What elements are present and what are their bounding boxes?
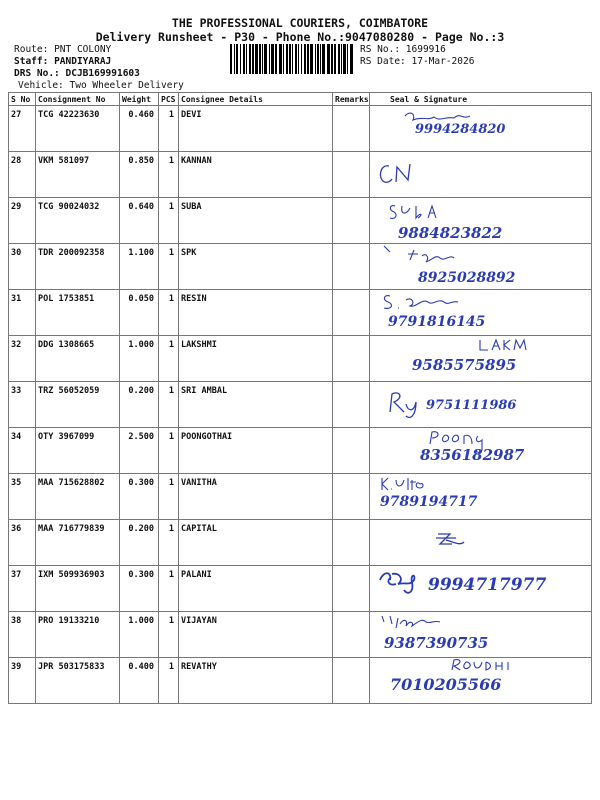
- barcode-bar: [234, 44, 235, 74]
- signature-cell: [370, 290, 592, 336]
- signature-phone: 9791816145: [388, 314, 486, 330]
- rs-no-label: RS No.:: [360, 44, 401, 55]
- barcode-bar: [269, 44, 270, 74]
- cell-sno: 38: [9, 612, 36, 658]
- cell-weight: 0.850: [120, 152, 159, 198]
- barcode-bar: [264, 44, 267, 74]
- signature-cell: [370, 106, 592, 152]
- cell-remarks: [333, 658, 370, 704]
- cell-sno: 29: [9, 198, 36, 244]
- route-value: PNT COLONY: [54, 44, 112, 55]
- col-header-signature: Seal & Signature: [370, 93, 592, 106]
- barcode-bar: [246, 44, 247, 74]
- cell-pcs: 1: [159, 198, 179, 244]
- barcode-bar: [304, 44, 306, 74]
- col-header-consignee: Consignee Details: [179, 93, 333, 106]
- cell-pcs: 1: [159, 474, 179, 520]
- cell-sno: 28: [9, 152, 36, 198]
- signature-cell: [370, 474, 592, 520]
- table-row: [9, 474, 592, 520]
- barcode-bar: [262, 44, 263, 74]
- signature-cell: [370, 658, 592, 704]
- cell-weight: 0.460: [120, 106, 159, 152]
- handwritten-signature: [370, 106, 592, 152]
- signature-cell: [370, 566, 592, 612]
- cell-sno: 31: [9, 290, 36, 336]
- cell-consignment: MAA 716779839: [36, 520, 120, 566]
- barcode-bar: [295, 44, 297, 74]
- cell-consignment: POL 1753851: [36, 290, 120, 336]
- cell-pcs: 1: [159, 244, 179, 290]
- barcode-bar: [315, 44, 316, 74]
- barcode-bar: [243, 44, 245, 74]
- drs-label: DRS No.:: [14, 68, 60, 79]
- cell-pcs: 1: [159, 520, 179, 566]
- barcode-bar: [317, 44, 319, 74]
- cell-remarks: [333, 428, 370, 474]
- cell-pcs: 1: [159, 566, 179, 612]
- rs-date-value: 17-Mar-2026: [411, 56, 475, 67]
- cell-remarks: [333, 520, 370, 566]
- barcode-bar: [286, 44, 288, 74]
- cell-consignee: VANITHA: [179, 474, 333, 520]
- handwritten-signature: [370, 198, 592, 244]
- cell-sno: 27: [9, 106, 36, 152]
- cell-consignment: TRZ 56052059: [36, 382, 120, 428]
- runsheet-table: [8, 92, 592, 704]
- table-header-row: [9, 93, 592, 106]
- cell-pcs: 1: [159, 428, 179, 474]
- cell-remarks: [333, 382, 370, 428]
- barcode-bar: [249, 44, 251, 74]
- cell-pcs: 1: [159, 382, 179, 428]
- cell-consignment: DDG 1308665: [36, 336, 120, 382]
- cell-weight: 1.000: [120, 612, 159, 658]
- col-header-remarks: Remarks: [333, 93, 370, 106]
- cell-remarks: [333, 106, 370, 152]
- company-title: THE PROFESSIONAL COURIERS, COIMBATORE: [171, 16, 429, 30]
- cell-weight: 1.100: [120, 244, 159, 290]
- barcode-bar: [350, 44, 353, 74]
- table-row: [9, 658, 592, 704]
- cell-sno: 34: [9, 428, 36, 474]
- signature-phone: 9994284820: [415, 122, 506, 137]
- barcode-bar: [292, 44, 293, 74]
- cell-pcs: 1: [159, 336, 179, 382]
- signature-cell: [370, 244, 592, 290]
- cell-remarks: [333, 474, 370, 520]
- cell-consignee: SPK: [179, 244, 333, 290]
- signature-cell: [370, 382, 592, 428]
- barcode: [230, 44, 354, 74]
- cell-consignee: PALANI: [179, 566, 333, 612]
- staff-line: [14, 56, 111, 67]
- cell-sno: 32: [9, 336, 36, 382]
- cell-sno: 30: [9, 244, 36, 290]
- cell-consignee: POONGOTHAI: [179, 428, 333, 474]
- table-row: [9, 336, 592, 382]
- vehicle-value: Two Wheeler Delivery: [69, 80, 184, 91]
- staff-label: Staff:: [14, 56, 49, 67]
- drs-value: DCJB169991603: [65, 68, 140, 79]
- signature-phone: 9884823822: [398, 224, 503, 242]
- cell-weight: 0.400: [120, 658, 159, 704]
- handwritten-signature: [370, 520, 592, 566]
- barcode-bar: [271, 44, 274, 74]
- barcode-bar: [327, 44, 330, 74]
- rs-no-value: 1699916: [405, 44, 446, 55]
- rs-date-label: RS Date:: [360, 56, 406, 67]
- cell-pcs: 1: [159, 658, 179, 704]
- col-header-pcs: PCS: [159, 93, 179, 106]
- cell-weight: 0.200: [120, 520, 159, 566]
- handwritten-signature: [370, 474, 592, 520]
- cell-consignee: REVATHY: [179, 658, 333, 704]
- barcode-bar: [338, 44, 340, 74]
- barcode-bar: [347, 44, 348, 74]
- signature-cell: [370, 336, 592, 382]
- cell-consignment: JPR 503175833: [36, 658, 120, 704]
- signature-cell: [370, 612, 592, 658]
- cell-sno: 36: [9, 520, 36, 566]
- table-row: [9, 290, 592, 336]
- cell-consignment: TCG 90024032: [36, 198, 120, 244]
- barcode-bar: [236, 44, 238, 74]
- cell-consignment: TCG 42223630: [36, 106, 120, 152]
- handwritten-signature: [370, 244, 592, 290]
- col-header-weight: Weight: [120, 93, 159, 106]
- signature-cell: [370, 198, 592, 244]
- signature-cell: [370, 428, 592, 474]
- handwritten-signature: [370, 566, 592, 612]
- table-row: [9, 152, 592, 198]
- table-row: [9, 106, 592, 152]
- barcode-bar: [255, 44, 258, 74]
- cell-remarks: [333, 336, 370, 382]
- table-row: [9, 520, 592, 566]
- table-row: [9, 382, 592, 428]
- cell-pcs: 1: [159, 152, 179, 198]
- cell-pcs: 1: [159, 106, 179, 152]
- barcode-bar: [331, 44, 333, 74]
- cell-weight: 0.640: [120, 198, 159, 244]
- cell-weight: 1.000: [120, 336, 159, 382]
- table-row: [9, 566, 592, 612]
- barcode-bar: [310, 44, 313, 74]
- staff-value: PANDIYARAJ: [54, 56, 112, 67]
- signature-phone: 9751111986: [426, 398, 517, 413]
- cell-remarks: [333, 244, 370, 290]
- cell-remarks: [333, 152, 370, 198]
- barcode-bar: [240, 44, 241, 74]
- barcode-bar: [307, 44, 309, 74]
- barcode-bar: [301, 44, 302, 74]
- cell-consignee: SRI AMBAL: [179, 382, 333, 428]
- signature-phone: 9994717977: [428, 575, 547, 595]
- signature-phone: 9387390735: [384, 634, 489, 652]
- barcode-bar: [298, 44, 299, 74]
- barcode-bar: [289, 44, 291, 74]
- table-row: [9, 244, 592, 290]
- cell-consignment: IXM 509936903: [36, 566, 120, 612]
- cell-sno: 39: [9, 658, 36, 704]
- cell-weight: 0.200: [120, 382, 159, 428]
- cell-pcs: 1: [159, 290, 179, 336]
- runsheet-subtitle: Delivery Runsheet - P30 - Phone No.:9047080280 - Page No.:3: [95, 30, 505, 44]
- cell-consignment: VKM 581097: [36, 152, 120, 198]
- cell-consignment: TDR 200092358: [36, 244, 120, 290]
- drs-line: [14, 68, 140, 79]
- cell-consignee: SUBA: [179, 198, 333, 244]
- cell-consignee: CAPITAL: [179, 520, 333, 566]
- barcode-bar: [252, 44, 254, 74]
- cell-pcs: 1: [159, 612, 179, 658]
- barcode-bar: [230, 44, 232, 74]
- cell-sno: 35: [9, 474, 36, 520]
- barcode-bar: [334, 44, 336, 74]
- cell-weight: 2.500: [120, 428, 159, 474]
- signature-phone: 9789194717: [380, 494, 478, 510]
- route-line: [14, 44, 111, 55]
- col-header-consignment: Consignment No: [36, 93, 120, 106]
- cell-weight: 0.300: [120, 566, 159, 612]
- cell-weight: 0.050: [120, 290, 159, 336]
- route-label: Route:: [14, 44, 49, 55]
- cell-consignee: RESIN: [179, 290, 333, 336]
- cell-remarks: [333, 198, 370, 244]
- cell-consignee: LAKSHMI: [179, 336, 333, 382]
- cell-consignment: MAA 715628802: [36, 474, 120, 520]
- handwritten-signature: [370, 612, 592, 658]
- signature-phone: 8925028892: [418, 270, 516, 286]
- signature-phone: 9585575895: [412, 356, 517, 374]
- cell-sno: 37: [9, 566, 36, 612]
- signature-cell: [370, 520, 592, 566]
- barcode-bar: [259, 44, 261, 74]
- handwritten-signature: [370, 428, 592, 474]
- barcode-bar: [320, 44, 321, 74]
- vehicle-line: [18, 80, 184, 91]
- rs-no-line: [360, 44, 446, 55]
- cell-consignment: PRO 19133210: [36, 612, 120, 658]
- barcode-bar: [341, 44, 342, 74]
- cell-consignee: KANNAN: [179, 152, 333, 198]
- cell-weight: 0.300: [120, 474, 159, 520]
- barcode-bar: [275, 44, 277, 74]
- cell-remarks: [333, 290, 370, 336]
- table-row: [9, 198, 592, 244]
- handwritten-signature: [370, 152, 592, 198]
- table-row: [9, 428, 592, 474]
- handwritten-signature: [370, 336, 592, 382]
- handwritten-signature: [370, 290, 592, 336]
- cell-consignee: VIJAYAN: [179, 612, 333, 658]
- signature-cell: [370, 152, 592, 198]
- signature-phone: 8356182987: [420, 446, 525, 464]
- col-header-sno: S No: [9, 93, 36, 106]
- cell-consignment: OTY 3967099: [36, 428, 120, 474]
- barcode-bar: [283, 44, 284, 74]
- cell-remarks: [333, 612, 370, 658]
- barcode-bar: [279, 44, 282, 74]
- table-row: [9, 612, 592, 658]
- vehicle-label: Vehicle:: [18, 80, 64, 91]
- barcode-bar: [322, 44, 325, 74]
- cell-consignee: DEVI: [179, 106, 333, 152]
- signature-phone: 7010205566: [390, 675, 502, 694]
- handwritten-signature: [370, 382, 592, 428]
- cell-sno: 33: [9, 382, 36, 428]
- rs-date-line: [360, 56, 474, 67]
- cell-remarks: [333, 566, 370, 612]
- barcode-bar: [343, 44, 346, 74]
- barcode-graphic: [230, 44, 354, 74]
- handwritten-signature: [370, 658, 592, 704]
